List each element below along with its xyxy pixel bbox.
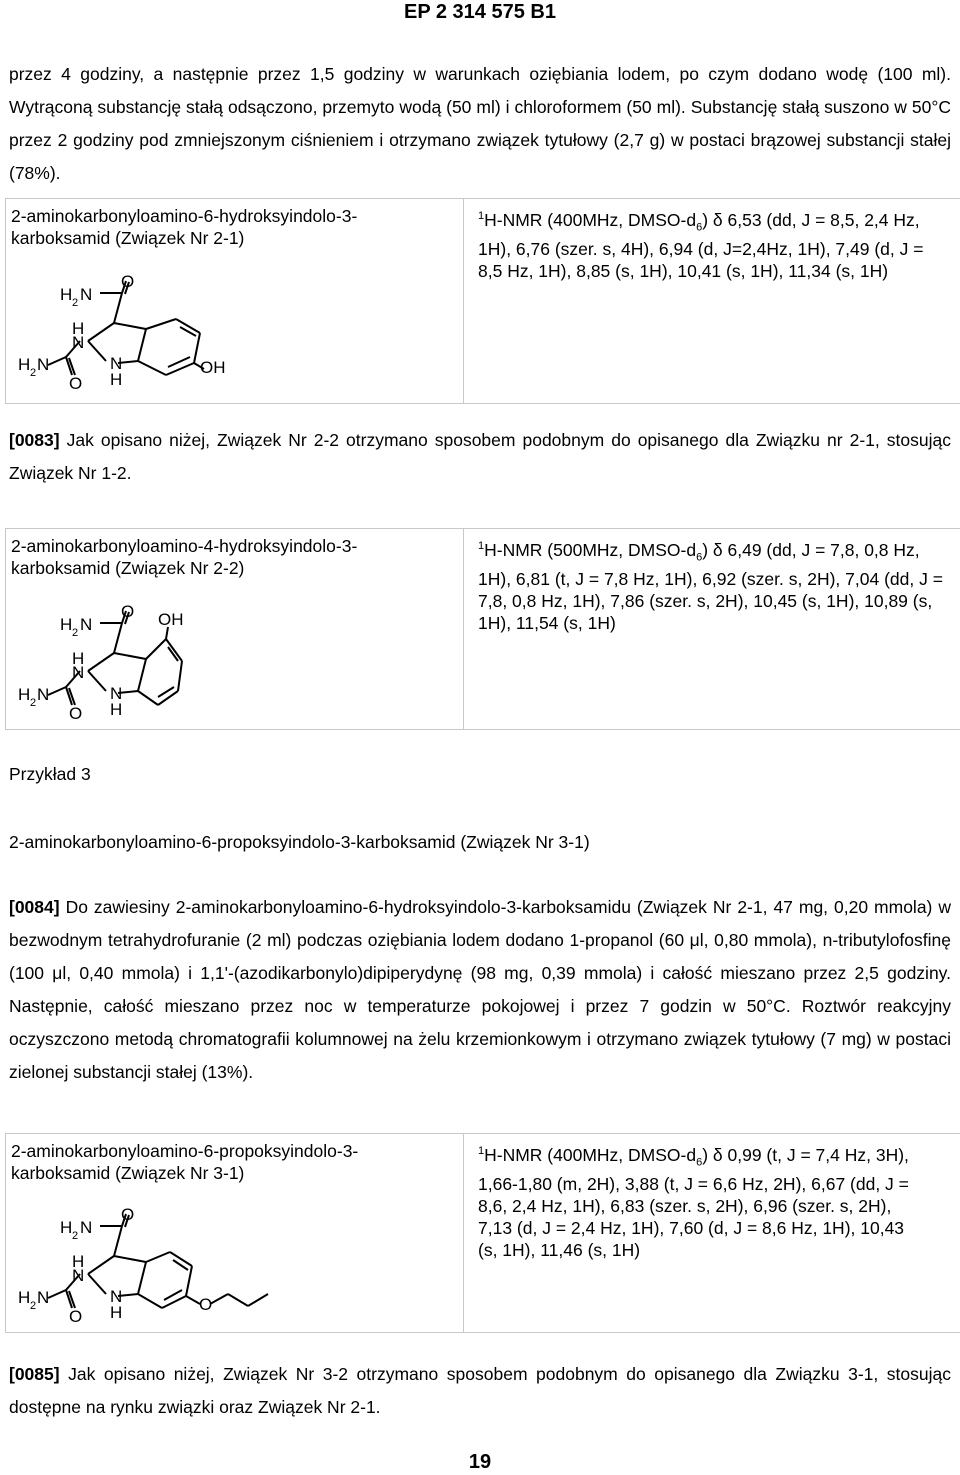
compound-2-1-table — [5, 198, 960, 404]
nmr-prefix: H-NMR (500MHz, DMSO-d — [484, 539, 697, 560]
struct-label-sub-2: 2 — [30, 367, 37, 379]
struct-label-o: O — [121, 602, 135, 621]
paragraph-text: Do zawiesiny 2-aminokarbonyloamino-6-hydroksyindolo-3-karboksamidu (Związek Nr 2-1, 47 mg, 0,20 mmola) w bezwodnym tetrahydrofuranie (2 ml) podczas oziębiania lodem dodano 1-propanol (60 μl, 0,80 mmola), n-tributylofosfinę (100 μl, 0,40 mmola) i 1,1'-(azodikarbonylo)dipiperydynę (98 mg, 0,39 mmola) i całość mieszano przez 2,5 godziny. Następnie, całość mieszano przez noc w temperaturze pokojowej i przez 7 godzin w 50°C. Roztwór reakcyjny oczyszczono metodą chromatografii kolumnowej na żelu krzemionkowym i otrzymano związek tytułowy (7 mg) w postaci zielonej substancji stałej (13%). — [9, 897, 951, 1082]
example-compound-title: 2-aminokarbonyloamino-6-propoksyindolo-3-karboksamid (Związek Nr 3-1) — [9, 832, 590, 852]
compound-3-1-structure — [6, 1204, 464, 1330]
compound-2-1-nmr — [478, 205, 948, 282]
nmr-prefix: H-NMR (400MHz, DMSO-d — [484, 209, 697, 230]
struct-label-h: H — [110, 370, 123, 389]
nmr-isotope-sup: 1 — [478, 210, 485, 222]
compound-3-1-nmr — [478, 1140, 918, 1261]
struct-label-n: N — [72, 1266, 85, 1285]
struct-label-n: N — [72, 333, 85, 352]
nmr-shifts: ) δ 6,53 (dd, J = 8,5, 2,4 Hz, 1H), 6,76 (szer. s, 4H), 6,94 (d, J=2,4Hz, 1H), 7,49 (d, J = 8,5 Hz, 1H), 8,85 (s, 1H), 10,41 (s, 1H), 11,34 (s, 1H) — [478, 209, 924, 282]
struct-label-h: H — [72, 1252, 85, 1271]
struct-label-sub-2: 2 — [72, 1230, 79, 1242]
paragraph-tag: [0083] — [9, 430, 60, 450]
struct-label-o: O — [69, 1307, 83, 1326]
struct-label-o: O — [121, 272, 135, 291]
nmr-isotope-sup: 1 — [478, 540, 485, 552]
paragraph-0085 — [9, 1358, 951, 1424]
struct-label-sub-2: 2 — [30, 1300, 37, 1312]
struct-label-n: N — [110, 354, 123, 373]
compound-3-1-nmr-cell — [464, 1134, 960, 1332]
compound-2-1-structure — [6, 271, 464, 401]
struct-label-o: O — [199, 1295, 213, 1314]
compound-2-1-structure-cell — [6, 199, 464, 403]
struct-label-n: N — [72, 663, 85, 682]
patent-number-header: EP 2 314 575 B1 — [404, 1, 556, 23]
struct-label-oh: OH — [200, 358, 226, 377]
nmr-solvent-sub: 6 — [696, 221, 703, 234]
compound-2-2-structure-cell — [6, 529, 464, 729]
struct-label-h: H — [72, 319, 85, 338]
compound-2-1-nmr-cell — [464, 199, 960, 403]
struct-label-n: N — [37, 685, 50, 704]
nmr-shifts: ) δ 0,99 (t, J = 7,4 Hz, 3H), 1,66-1,80 (m, 2H), 3,88 (t, J = 6,6 Hz, 2H), 6,67 (dd, J = 8,6, 2,4 Hz, 1H), 6,83 (szer. s, 2H), 6,96 (szer. s, 2H), 7,13 (d, J = 2,4 Hz, 1H), 7,60 (d, J = 8,6 Hz, 1H), 10,43 (s, 1H), 11,46 (s, 1H) — [478, 1144, 909, 1261]
struct-label-h: H — [60, 615, 73, 634]
compound-2-1-name: 2-aminokarbonyloamino-6-hydroksyindolo-3-karboksamid (Związek Nr 2-1) — [11, 206, 358, 248]
struct-label-n: N — [110, 1287, 123, 1306]
paragraph-text: Jak opisano niżej, Związek Nr 2-2 otrzymano sposobem podobnym do opisanego dla Związku nr 2-1, stosując Związek Nr 1-2. — [9, 430, 951, 483]
struct-label-h: H — [18, 1288, 31, 1307]
paragraph-0084 — [9, 891, 951, 1089]
struct-label-sub-2: 2 — [30, 697, 37, 709]
compound-2-2-nmr-cell — [464, 529, 960, 729]
page-number: 19 — [468, 1451, 492, 1473]
paragraph-0083 — [9, 424, 951, 490]
struct-label-o: O — [69, 704, 83, 723]
nmr-solvent-sub: 6 — [696, 551, 703, 564]
nmr-solvent-sub: 6 — [696, 1156, 703, 1169]
struct-label-sub-2: 2 — [72, 297, 79, 309]
struct-label-h: H — [110, 700, 123, 719]
struct-label-sub-2: 2 — [72, 627, 79, 639]
struct-label-h: H — [72, 649, 85, 668]
compound-2-2-name: 2-aminokarbonyloamino-4-hydroksyindolo-3-karboksamid (Związek Nr 2-2) — [11, 536, 358, 578]
paragraph-tag: [0084] — [9, 897, 60, 917]
struct-label-h: H — [18, 685, 31, 704]
struct-label-n: N — [37, 1288, 50, 1307]
compound-3-1-name: 2-aminokarbonyloamino-6-propoksyindolo-3-karboksamid (Związek Nr 3-1) — [11, 1141, 359, 1183]
struct-label-o: O — [121, 1205, 135, 1224]
nmr-prefix: H-NMR (400MHz, DMSO-d — [484, 1144, 697, 1165]
compound-2-2-table — [5, 528, 960, 730]
struct-label-h: H — [60, 1218, 73, 1237]
compound-2-2-nmr — [478, 535, 948, 634]
compound-3-1-table — [5, 1133, 960, 1333]
struct-label-n: N — [80, 1218, 93, 1237]
compound-3-1-structure-cell — [6, 1134, 464, 1332]
compound-2-2-structure — [6, 601, 464, 727]
paragraph-text: Jak opisano niżej, Związek Nr 3-2 otrzymano sposobem podobnym do opisanego dla Związku 3-1, stosując dostępne na rynku związki oraz Związek Nr 2-1. — [9, 1364, 951, 1417]
intro-paragraph: przez 4 godziny, a następnie przez 1,5 godziny w warunkach oziębiania lodem, po czym dodano wodę (100 ml). Wytrąconą substancję stałą odsączono, przemyto wodą (50 ml) i chloroformem (50 ml). Substancję stałą suszono w 50°C przez 2 godziny pod zmniejszonym ciśnieniem i otrzymano związek tytułowy (2,7 g) w postaci brązowej substancji stałej (78%). — [9, 64, 951, 183]
struct-label-n: N — [37, 355, 50, 374]
struct-label-n: N — [80, 285, 93, 304]
struct-label-oh: OH — [158, 610, 184, 629]
struct-label-h: H — [18, 355, 31, 374]
paragraph-tag: [0085] — [9, 1364, 60, 1384]
nmr-isotope-sup: 1 — [478, 1145, 485, 1157]
struct-label-n: N — [80, 615, 93, 634]
struct-label-o: O — [69, 374, 83, 393]
struct-label-h: H — [110, 1303, 123, 1322]
example-heading: Przykład 3 — [9, 764, 91, 784]
struct-label-h: H — [60, 285, 73, 304]
struct-label-n: N — [110, 684, 123, 703]
nmr-shifts: ) δ 6,49 (dd, J = 7,8, 0,8 Hz, 1H), 6,81 (t, J = 7,8 Hz, 1H), 6,92 (szer. s, 2H), 7,04 (dd, J = 7,8, 0,8 Hz, 1H), 7,86 (szer. s, 2H), 10,45 (s, 1H), 10,89 (s, 1H), 11,54 (s, 1H) — [478, 539, 943, 634]
